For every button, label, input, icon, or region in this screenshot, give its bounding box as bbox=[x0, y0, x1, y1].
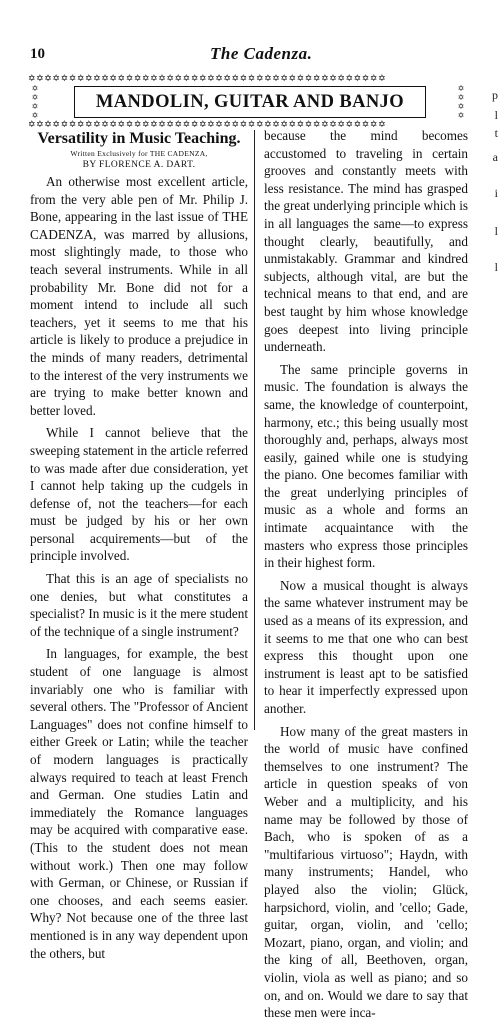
section-title: MANDOLIN, GUITAR AND BANJO bbox=[95, 92, 405, 112]
page-header bbox=[30, 44, 470, 66]
paragraph: An otherwise most excellent article, from the very able pen of Mr. Philip J. Bone, appearing in the last issue of THE CADENZA, was marred by allusions, most slightingly made, to those who teach several instruments. While in all probability Mr. Bone did not for a moment intend to include all such teachers, yet it seems to me that his article is likely to produce a prejudice in the minds of many readers, detrimental to the interest of the very instruments we are trying to make better known and better loved. bbox=[30, 174, 248, 418]
edge-fragment: l bbox=[494, 108, 498, 122]
edge-fragment: a bbox=[492, 150, 498, 164]
article-title: Versatility in Music Teaching. bbox=[37, 130, 241, 147]
paragraph: That this is an age of specialists no one denies, but what constitutes a specialist? In music is it the mere student of the technique of a single instrument? bbox=[30, 571, 248, 639]
edge-fragment: p bbox=[492, 88, 498, 102]
star-border-top: ✡✡✡✡✡✡✡✡✡✡✡✡✡✡✡✡✡✡✡✡✡✡✡✡✡✡✡✡✡✡✡✡✡✡✡✡✡✡✡✡✡✡✡✡ bbox=[28, 74, 387, 84]
right-column bbox=[264, 127, 468, 1027]
paragraph: While I cannot believe that the sweeping statement in the article referred to was made after due consideration, yet I cannot help taking up the cudgels in defense of, not the teachers—for each must be judged by his or her own personal acquirements—but of the principle involved. bbox=[30, 425, 248, 564]
paragraph: Now a musical thought is always the same whatever instrument may be used as a means of its expression, and it seems to me that one who can best express this thought upon one instrument is least apt to be satisfied to hear it imperfectly expressed upon another. bbox=[264, 577, 468, 716]
edge-fragment: l bbox=[494, 224, 498, 238]
section-banner bbox=[28, 84, 468, 120]
page-number: 10 bbox=[30, 46, 45, 62]
paragraph: How many of the great masters in the world of music have confined themselves to one instrument? The article in question speaks of von Weber and a multiplicity, and his name may be followed by those of Bach, who is spoken of as a "multifarious virtuoso"; Haydn, with many instruments; Handel, who played also the violin; Glück, harpsichord, violin, and 'cello; Gade, guitar, organ, violin, and 'cello; Mozart, piano, organ, and violin; and the king of all, Beethoven, organ, violin, viola as well as piano; and so on, and on. Would we dare to say that these men were inca- bbox=[264, 723, 468, 1021]
star-border-bottom: ✡✡✡✡✡✡✡✡✡✡✡✡✡✡✡✡✡✡✡✡✡✡✡✡✡✡✡✡✡✡✡✡✡✡✡✡✡✡✡✡✡✡✡✡ bbox=[28, 120, 387, 130]
banner-ornament-right: ✡ ✡ ✡ ✡ bbox=[457, 84, 465, 120]
byline-note: Written Exclusively for THE CADENZA, bbox=[70, 149, 208, 158]
edge-fragment: l bbox=[494, 260, 498, 274]
paragraph: because the mind becomes accustomed to traveling in certain grooves and constantly meets with less resistance. The mind has grasped the great underlying principle which is in all languages the same—to express thought clearly, beautifully, and unmistakably. Grammar and kindred subjects, although vital, are but the technical means to that end, and are best taught by him whose knowledge goes deepest into living principle underneath. bbox=[264, 128, 468, 355]
adjacent-page-edge bbox=[478, 0, 500, 759]
edge-fragment: i bbox=[494, 186, 498, 200]
left-column bbox=[30, 127, 248, 967]
edge-fragment: t bbox=[494, 126, 498, 140]
banner-frame bbox=[74, 86, 426, 118]
column-divider bbox=[254, 130, 255, 730]
journal-title: The Cadenza. bbox=[210, 44, 313, 63]
paragraph: In languages, for example, the best student of one language is almost invariably one who is familiar with several others. The "Professor of Ancient Languages" does not confine himself to either Greek or Latin; while the teacher of modern languages is practically always required to teach at least French and German. One studies Latin and immediately the Romance languages may be acquired with comparative ease. (This to the student does not mean without work.) Then one may follow with German, or Chinese, or Russian if one chooses, and each seems easier. Why? Not because one of the three last mentioned is in any way dependent upon the others, but bbox=[30, 646, 248, 961]
banner-ornament-left: ✡ ✡ ✡ ✡ bbox=[31, 84, 39, 120]
paragraph: The same principle governs in music. The foundation is always the same, the knowledge of counterpoint, harmony, etc.; this being usually most thoroughly and, perhaps, always most easily, gained while one is studying the piano. One becomes familiar with the great underlying principles of music as a whole and forms an intimate acquaintance with the masters who express those principles in their highest form. bbox=[264, 361, 468, 571]
byline-author: BY FLORENCE A. DART. bbox=[82, 160, 196, 170]
